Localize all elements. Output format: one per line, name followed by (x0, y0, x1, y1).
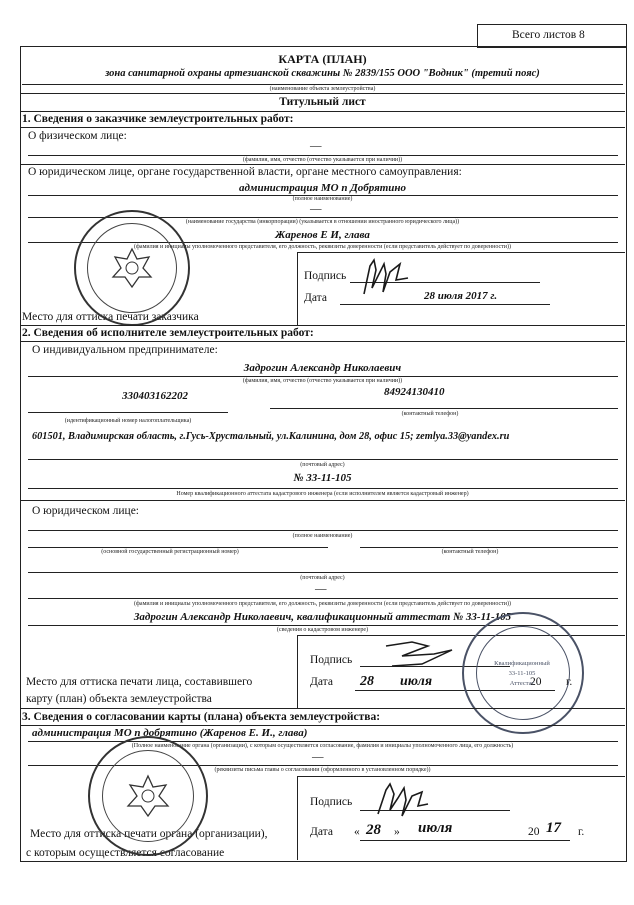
section1-individual-label: О физическом лице: (28, 130, 127, 142)
section3-letter-dash: — (312, 751, 324, 763)
section3-date-open: « (354, 826, 360, 838)
section2-address: 601501, Владимирская область, г.Гусь-Хрустальный, ул.Калинина, дом 28, офис 15; zemlya.33@yandex.ru (32, 431, 510, 442)
section3-signature (372, 780, 432, 820)
section2-phone: 84924130410 (384, 386, 445, 398)
section2-inn-caption: (идентификационный номер налогоплательщика) (64, 418, 192, 424)
section3-date-year-suffix: 17 (546, 820, 561, 836)
section1-sign-label: Подпись (304, 270, 347, 282)
section1-seal-label: Место для оттиска печати заказчика (22, 311, 199, 323)
section3-heading: 3. Сведения о согласовании карты (плана) объекта землеустройства: (22, 711, 381, 723)
section3-seal-label-2: с которым осуществляется согласование (26, 847, 225, 859)
engineer-stamp-line2: 33-11-105 (508, 670, 536, 677)
section3-sign-label: Подпись (310, 796, 353, 808)
section3-date-day: 28 (366, 822, 381, 838)
section2-ip-name: Задрогин Александр Николаевич (243, 362, 402, 374)
section3-date-year-prefix: 20 (528, 826, 540, 838)
section1-legal-label: О юридическом лице, органе государственной власти, органе местного самоуправления: (28, 166, 462, 178)
section3-date-month: июля (418, 820, 453, 836)
section1-representative: Жаренов Е И, глава (275, 229, 370, 241)
section2-engineer-caption: (сведения о кадастровом инженере) (276, 627, 369, 633)
section2-legal-address-caption: (почтовый адрес) (300, 575, 345, 581)
section2-engineer: Задрогин Александр Николаевич, квалификационный аттестат № 33-11-105 (133, 611, 512, 623)
approval-seal-stamp (88, 736, 208, 856)
section2-legal-phone-caption: (контактный телефон) (441, 549, 499, 555)
section1-country-caption: (наименование государства (инкорпорации) (указывается в отношении иностранного юридического лица)) (185, 219, 460, 225)
total-sheets-box (477, 24, 627, 48)
section3-date-close: » (394, 826, 400, 838)
section1-legal-caption: (полное наименование) (292, 196, 353, 202)
section2-phone-caption: (контактный телефон) (401, 411, 459, 417)
section1-legal-dash: — (310, 203, 322, 215)
section2-ip-label: О индивидуальном предпринимателе: (32, 344, 218, 356)
section2-legal-label: О юридическом лице: (32, 505, 139, 517)
section1-individual-dash: — (310, 140, 322, 152)
section1-date-label: Дата (304, 292, 327, 304)
total-sheets: Всего листов 8 (512, 29, 585, 41)
section2-seal-label-2: карту (план) объекта землеустройства (26, 693, 212, 705)
section2-ogrn-caption: (основной государственный регистрационный номер) (101, 549, 239, 555)
section1-rep-caption: (фамилия и инициалы уполномоченного представителя, его должность, реквизиты доверенности (если представитель действует по доверенности)) (134, 244, 511, 250)
section2-inn: 330403162202 (122, 390, 188, 402)
section2-date-day: 28 (360, 674, 374, 689)
section3-date-g: г. (578, 826, 585, 838)
section2-cert-caption: Номер квалификационного аттестата кадастрового инженера (если исполнителем является кадастровый инженер) (176, 491, 469, 497)
engineer-seal-stamp (462, 612, 584, 734)
document-title: КАРТА (ПЛАН) (278, 52, 367, 66)
section2-seal-label-1: Место для оттиска печати лица, составившего (26, 676, 253, 688)
section1-heading: 1. Сведения о заказчике землеустроительных работ: (22, 113, 294, 125)
section2-legal-dash: — (315, 583, 327, 595)
section2-date-year-suffix: г. (566, 676, 573, 688)
section3-agree-caption: (Полное наименование органа (организации), с которым осуществляется согласование, фамилия и инициалы уполномоченного лица, его должность) (131, 743, 514, 749)
section1-individual-caption: (фамилия, имя, отчество (отчество указывается при наличии)) (242, 157, 403, 163)
section2-address-caption: (почтовый адрес) (300, 462, 345, 468)
section2-sign-label: Подпись (310, 654, 353, 666)
section2-date-month: июля (400, 674, 433, 689)
section2-legal-rep-caption: (фамилия и инициалы уполномоченного представителя, его должность, реквизиты доверенности (если представитель действует по доверенности)) (134, 601, 511, 607)
emblem-icon (122, 770, 174, 822)
section2-ip-name-caption: (фамилия, имя, отчество (отчество указывается при наличии)) (242, 378, 403, 384)
section2-date-label: Дата (310, 676, 333, 688)
section3-date-label: Дата (310, 826, 333, 838)
section2-heading: 2. Сведения об исполнителе землеустроительных работ: (22, 327, 314, 339)
engineer-stamp-line1: Квалификационный (494, 660, 550, 667)
section2-legal-name-caption: (полное наименование) (292, 533, 353, 539)
section2-signature (382, 636, 462, 676)
section3-seal-label-1: Место для оттиска печати органа (организации), (30, 828, 268, 840)
section3-letter-caption: (реквизиты письма главы о согласовании (оформленного в установленном порядке)) (214, 767, 431, 773)
section1-legal-value: администрация МО п Добрятино (238, 182, 407, 194)
section2-date-year-prefix: 20 (530, 676, 542, 688)
title-sheet-label: Титульный лист (279, 96, 366, 108)
object-caption: (наименование объекта землеустройства) (269, 86, 376, 92)
section2-cert-number: № 33-11-105 (293, 472, 352, 484)
section1-signature (356, 254, 416, 298)
object-name: зона санитарной охраны артезианской скважины № 2839/155 ООО "Водник" (третий пояс) (105, 68, 540, 79)
engineer-stamp-line3: Аттестат (509, 680, 535, 687)
section3-agree-value: администрация МО п добрятино (Жаренов Е. И., глава) (32, 727, 308, 739)
emblem-icon (107, 243, 157, 293)
section1-date-value: 28 июля 2017 г. (424, 290, 498, 302)
customer-seal-stamp (74, 210, 190, 326)
